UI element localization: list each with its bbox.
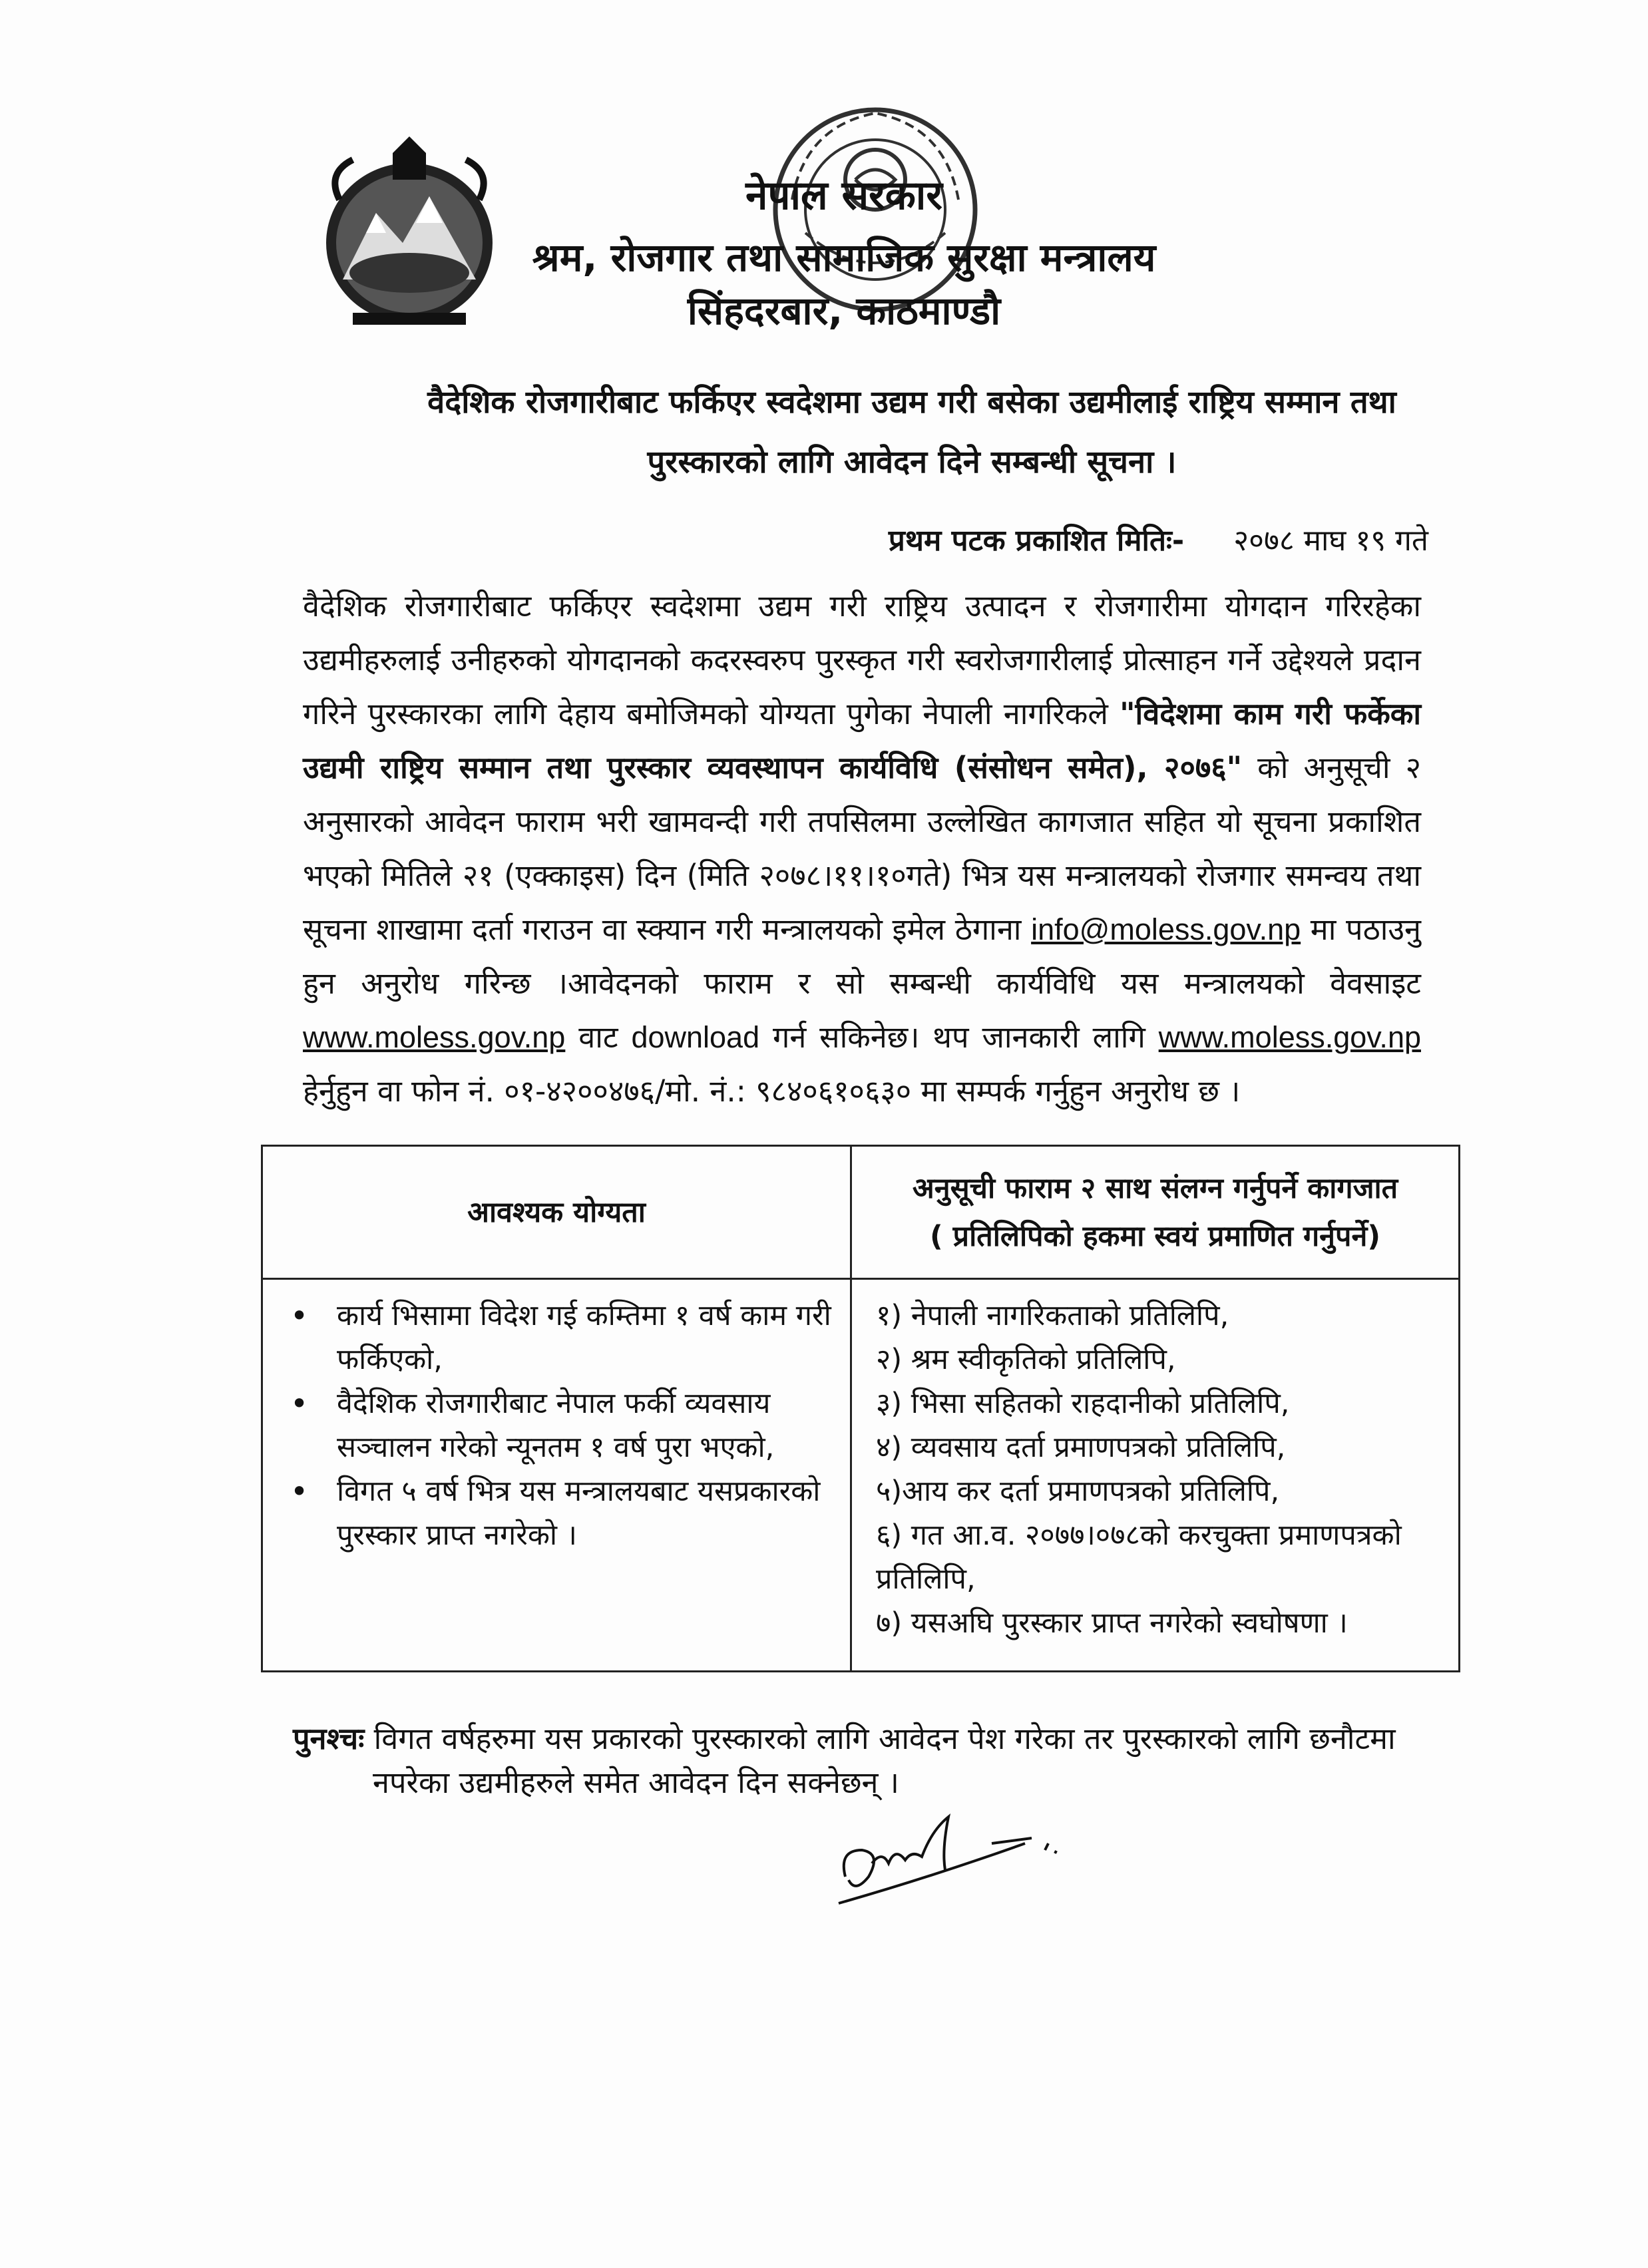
postscript-label: पुनश्चः: [293, 1721, 365, 1756]
procedure-name: "विदेशमा काम गरी फर्केका उद्यमी राष्ट्रिय सम्मान तथा पुरस्कार व्यवस्थापन कार्यविधि (संसोधन समेत), २०७६": [303, 696, 1421, 785]
qualification-text: वैदेशिक रोजगारीबाट नेपाल फर्की व्यवसाय सञ्चालन गरेको न्यूनतम १ वर्ष पुरा भएको,: [337, 1387, 775, 1464]
list-item: ४) व्यवसाय दर्ता प्रमाणपत्रको प्रतिलिपि,: [876, 1431, 1286, 1464]
documents-cell: [851, 1279, 1460, 1672]
handwritten-signature: [825, 1797, 1078, 1910]
government-name: नेपाल सरकार: [745, 172, 942, 219]
qualification-header: [262, 1146, 851, 1279]
notice-title-line2: पुरस्कारको लागि आवेदन दिने सम्बन्धी सूचना ।: [647, 444, 1177, 480]
body-text-6: हेर्नुहुन वा फोन नं. ०१-४२००४७६/मो. नं.: ९८४०६१०६३० मा सम्पर्क गर्नुहुन अनुरोध छ ।: [303, 1073, 1241, 1109]
list-item: [290, 1294, 836, 1382]
list-item: ५)आय कर दर्ता प्रमाणपत्रको प्रतिलिपि,: [876, 1475, 1280, 1508]
qualification-text: विगत ५ वर्ष भित्र यस मन्त्रालयबाट यसप्रकारको पुरस्कार प्राप्त नगरेको ।: [337, 1475, 821, 1552]
qualification-text: कार्य भिसामा विदेश गई कम्तिमा १ वर्ष काम गरी फर्किएको,: [337, 1299, 831, 1376]
body-text-3: मा पठाउनु हुन अनुरोध गरिन्छ ।आवेदनको फाराम र सो सम्बन्धी कार्यविधि यस मन्त्रालयको वेवसाइट: [303, 912, 1422, 1001]
list-item: २) श्रम स्वीकृतिको प्रतिलिपि,: [876, 1343, 1176, 1376]
requirements-table: [261, 1145, 1460, 1672]
list-item: [290, 1469, 836, 1557]
body-text-4: वाट: [565, 1020, 632, 1055]
list-item: ७) यसअघि पुरस्कार प्राप्त नगरेको स्वघोषणा ।: [876, 1606, 1348, 1640]
documents-header-line1: अनुसूची फाराम २ साथ संलग्न गर्नुपर्ने कागजात: [912, 1171, 1398, 1205]
publish-date-value: २०७८ माघ १९ गते: [1233, 524, 1428, 558]
list-item: ३) भिसा सहितको राहदानीको प्रतिलिपि,: [876, 1387, 1290, 1420]
qualification-cell: [262, 1279, 851, 1672]
bullet-icon: •: [290, 1386, 309, 1421]
download-word: download: [631, 1020, 760, 1054]
website-link-2[interactable]: www.moless.gov.np: [1158, 1020, 1421, 1054]
notice-title: [426, 373, 1398, 492]
body-text-5: गर्न सकिनेछ। थप जानकारी लागि: [759, 1020, 1159, 1055]
publish-date-row: [889, 519, 1428, 559]
notice-title-line1: वैदेशिक रोजगारीबाट फर्किएर स्वदेशमा उद्यम गरी बसेका उद्यमीलाई राष्ट्रिय सम्मान तथा: [427, 384, 1396, 421]
postscript: [293, 1717, 1464, 1805]
postscript-line2: नपरेका उद्यमीहरुले समेत आवेदन दिन सक्नेछन् ।: [373, 1765, 899, 1800]
qualification-list: [264, 1280, 849, 1557]
publish-date-label: प्रथम पटक प्रकाशित मितिः-: [888, 524, 1185, 558]
website-link-1[interactable]: www.moless.gov.np: [303, 1020, 566, 1054]
ministry-name: श्रम, रोजगार तथा सामाजिक सुरक्षा मन्त्रालय: [532, 235, 1156, 280]
list-item: [290, 1382, 836, 1469]
email-link[interactable]: info@moless.gov.np: [1031, 912, 1301, 946]
list-item: १) नेपाली नागरिकताको प्रतिलिपि,: [876, 1299, 1229, 1332]
ministry-address: सिंहदरबार, काठमाण्डौ: [687, 288, 1001, 333]
body-text-1: वैदेशिक रोजगारीबाट फर्किएर स्वदेशमा उद्यम गरी राष्ट्रिय उत्पादन र रोजगारीमा योगदान गरिरहेका उद्यमीहरुलाई उनीहरुको योगदानको कदरस्वरुप पुरस्कृत गरी स्वरोजगारीलाई प्रोत्साहन गर्ने उद्देश्यले प्रदान गरिने पुरस्कारका लागि देहाय बमोजिमको योग्यता पुगेका नेपाली नागरिकले: [303, 588, 1421, 731]
postscript-line1: विगत वर्षहरुमा यस प्रकारको पुरस्कारको लागि आवेदन पेश गरेका तर पुरस्कारको लागि छनौटमा: [373, 1721, 1396, 1756]
body-text-2: को अनुसूची २ अनुसारको आवेदन फाराम भरी खामवन्दी गरी तपसिलमा उल्लेखित कागजात सहित यो सूचना प्रकाशित भएको मितिले २१ (एक्काइस) दिन (मिति २०७८।११।१०गते) भित्र यस मन्त्रालयको रोजगार समन्वय तथा सूचना शाखामा दर्ता गराउन वा स्क्यान गरी मन्त्रालयको इमेल ठेगाना: [303, 750, 1421, 947]
documents-header-line2: ( प्रतिलिपिको हकमा स्वयं प्रमाणित गर्नुपर्ने): [930, 1219, 1380, 1253]
table-header-row: [262, 1146, 1460, 1279]
documents-header: [851, 1146, 1460, 1279]
table-row: [262, 1279, 1460, 1672]
notice-body: [303, 579, 1421, 1118]
bullet-icon: •: [290, 1473, 309, 1509]
bullet-icon: •: [290, 1298, 309, 1334]
qualification-header-label: आवश्यक योग्यता: [467, 1195, 646, 1229]
documents-list: [853, 1280, 1458, 1645]
list-item: ६) गत आ.व. २०७७।०७८को करचुक्ता प्रमाणपत्रको प्रतिलिपि,: [876, 1519, 1402, 1596]
